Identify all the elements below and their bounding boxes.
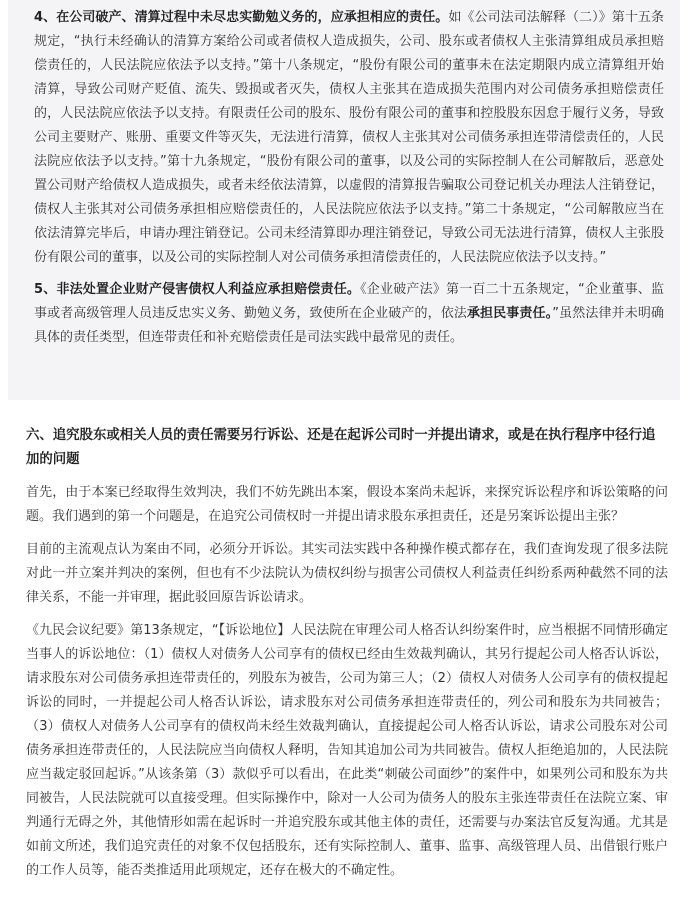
section6-paragraph-3: 《九民会议纪要》第13条规定，“【诉讼地位】人民法院在审理公司人格否认纠纷案件时，应当根据不同情形确定当事人的诉讼地位：（1）债权人对债务人公司享有的债权已经由生效裁判确认，其另行提起公司人格否认诉讼，请求股东对公司债务承担连带责任的，列股东为被告，公司为第三人；（2）债权人对债务人公司享有的债权提起诉讼的同时，一并提起公司人格否认诉讼，请求股东对公司债务承担连带责任的，列公司和股东为共同被告；（3）债权人对债务人公司享有的债权尚未经生效裁判确认，直接提起公司人格否认诉讼，请求公司股东对公司债务承担连带责任的，人民法院应当向债权人释明，告知其追加公司为共同被告。债权人拒绝追加的，人民法院应当裁定驳回起诉。”从该条第（3）款似乎可以看出，在此类“刺破公司面纱”的案件中，如果列公司和股东为共同被告，人民法院就可以直接受理。但实际操作中，除对一人公司为债务人的股东主张连带责任在法院立案、审判通行无碍之外，其他情形如需在起诉时一并追究股东或其他主体的责任，还需要与办案法官反复沟通。尤其是如前文所述，我们追究责任的对象不仅包括股东，还有实际控制人、董事、监事、高级管理人员、出借银行账户的工作人员等，能否类推适用此项规定，还存在极大的不确定性。	[26, 623, 668, 878]
section5-heading: 5、非法处置企业财产侵害债权人利益应承担赔偿责任。	[34, 282, 361, 297]
section5-body-b: ”虽然法律并未明确具体的责任类型，但连带责任和补充赔偿责任是司法实践中最常见的责任。	[34, 306, 664, 345]
section4-body: 如《公司法司法解释（二）》第十五条规定，“执行未经确认的清算方案给公司或者债权人造成损失，公司、股东或者债权人主张清算组成员承担赔偿责任的，人民法院应依法予以支持。”第十八条规定，“股份有限公司的董事未在法定期限内成立清算组开始清算，导致公司财产贬值、流失、毁损或者灭失，债权人主张其在造成损失范围内对公司债务承担赔偿责任的，人民法院应依法予以支持。有限责任公司的股东、股份有限公司的董事和控股股东因怠于履行义务，导致公司主要财产、账册、重要文件等灭失，无法进行清算，债权人主张其对公司债务承担连带清偿责任的，人民法院应依法予以支持。”第十九条规定，“股份有限公司的董事，以及公司的实际控制人在公司解散后，恶意处置公司财产给债权人造成损失，或者未经依法清算，以虚假的清算报告骗取公司登记机关办理法人注销登记，债权人主张其对公司债务承担相应赔偿责任的，人民法院应依法予以支持。”第二十条规定，“公司解散应当在依法清算完毕后，申请办理注销登记。公司未经清算即办理注销登记，导致公司无法进行清算，债权人主张股份有限公司的董事，以及公司的实际控制人对公司债务承担清偿责任的，人民法院应依法予以支持。”	[34, 10, 664, 265]
section5-body-bold: 承担民事责任。	[466, 306, 553, 321]
section4-paragraph	[34, 6, 664, 270]
quote-block	[8, 0, 680, 400]
section5-paragraph	[34, 278, 664, 350]
section6-paragraph-2: 目前的主流观点认为案由不同，必须分开诉讼。其实司法实践中各种操作模式都存在，我们查询发现了很多法院对此一并立案并判决的案例，但也有不少法院认为债权纠纷与损害公司债权人利益责任纠纷系两种截然不同的法律关系，不能一并审理，据此驳回原告诉讼请求。	[26, 542, 668, 605]
section6-heading: 六、追究股东或相关人员的责任需要另行诉讼、还是在起诉公司时一并提出请求，或是在执行程序中径行追加的问题	[26, 428, 656, 467]
section5-body-a: 《企业破产法》第一百二十五条规定，“企业董事、监事或者高级管理人员违反忠实义务、勤勉义务，致使所在企业破产的，依法	[34, 282, 664, 321]
section4-heading: 4、在公司破产、清算过程中未尽忠实勤勉义务的，应承担相应的责任。	[34, 10, 449, 25]
section6-paragraph-1: 首先，由于本案已经取得生效判决，我们不妨先跳出本案，假设本案尚未起诉，来探究诉讼程序和诉讼策略的问题。我们遇到的第一个问题是，在追究公司债权时一并提出请求股东承担责任，还是另案诉讼提出主张？	[26, 485, 668, 524]
main-content	[26, 424, 668, 892]
